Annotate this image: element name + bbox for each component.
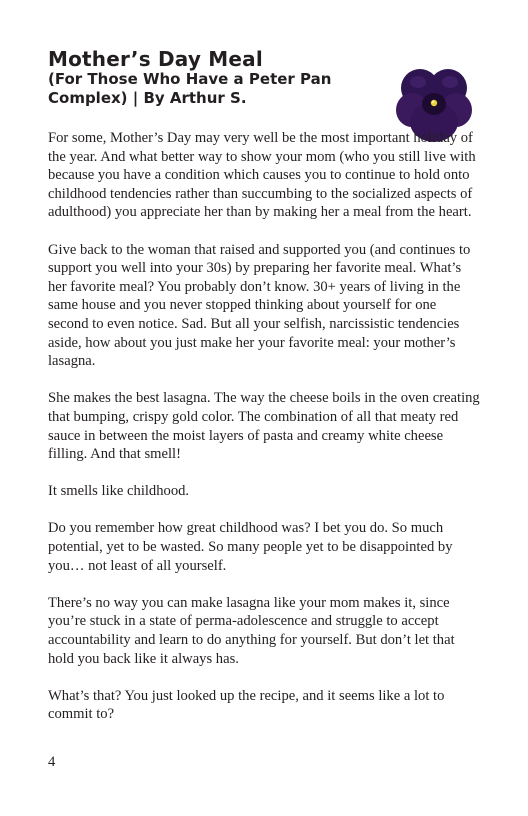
paragraph-2: Give back to the woman that raised and supported you (and continues to support you well into your 30s) by preparing her favorite meal. What’s her favorite meal? You probably don’t know. 30+ years of living in the same house and you never stopped thinking about yourself for one second to even notice. Sad. But all your selfish, narcissistic tendencies aside, how about you just make her your favorite meal: your mother’s lasagna. [48, 241, 471, 370]
paragraph-5: Do you remember how great childhood was? I bet you do. So much potential, yet to be wasted. So many people yet to be disappointed by you… not least of all yourself. [48, 520, 453, 574]
paragraph-6: There’s no way you can make lasagna like your mom makes it, since you’re stuck in a state of perma-adolescence and struggle to accept accountability and learn to do anything for yourself. But don’t let that hold you back like it always has. [48, 594, 455, 667]
article-subtitle-line-2: Complex) | By Arthur S. [48, 89, 247, 107]
article-subtitle-line-1: (For Those Who Have a Peter Pan [48, 70, 332, 88]
article-title: Mother’s Day Meal [48, 47, 263, 71]
paragraph-7: What’s that? You just looked up the recipe, and it seems like a lot to commit to? [48, 687, 445, 723]
article-body [48, 129, 480, 743]
paragraph-1: For some, Mother’s Day may very well be the most important holiday of the year. And what better way to show your mom (who you still live with because you have a condition which causes you to continue to hold onto childhood tendencies rather than succumbing to the socialized aspects of adulthood) you appreciate her than by making her a meal from the heart. [48, 130, 476, 221]
paragraph-3: She makes the best lasagna. The way the cheese boils in the oven creating that bumping, crispy gold color. The combination of all that meaty red sauce in between the moist layers of pasta and creamy white cheese filling. And that smell! [48, 390, 480, 463]
page-number: 4 [48, 754, 56, 770]
paragraph-4: It smells like childhood. [48, 483, 190, 500]
article-header [48, 48, 388, 108]
